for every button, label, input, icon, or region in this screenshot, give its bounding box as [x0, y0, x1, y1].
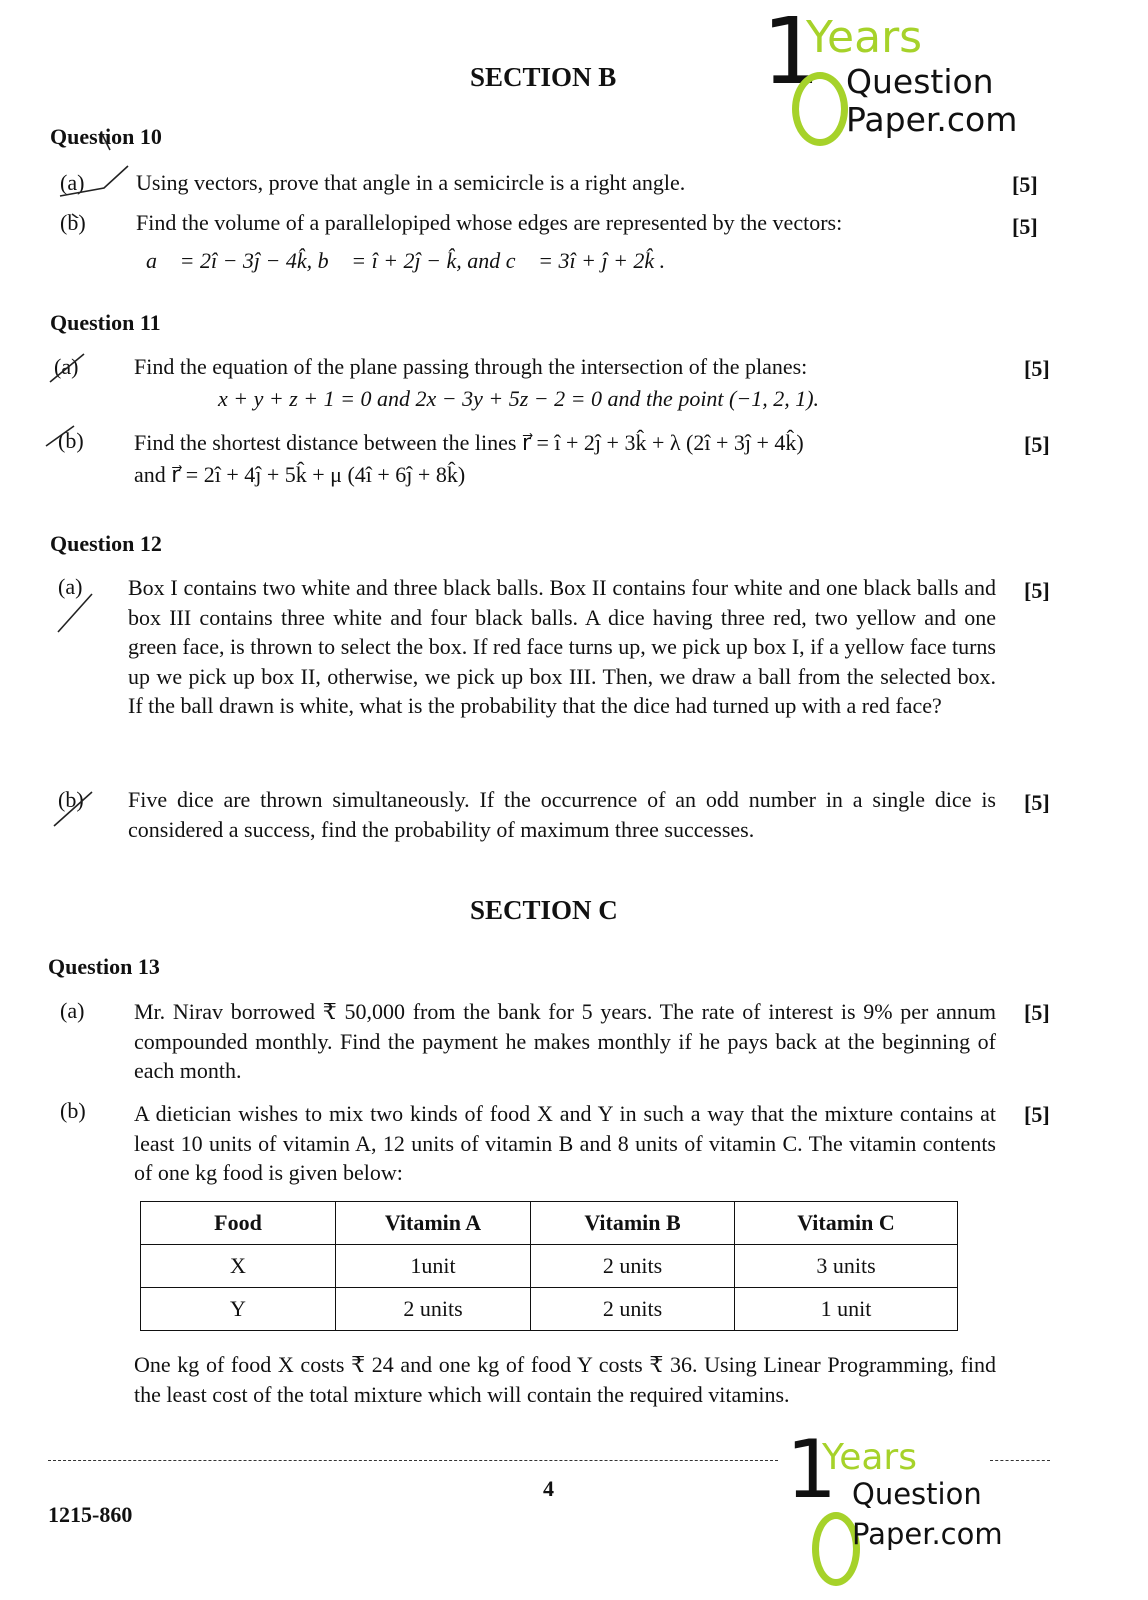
- q12a-marks: [5]: [1024, 578, 1050, 603]
- logo-years: Years: [806, 12, 923, 63]
- q13a-marks: [5]: [1024, 1000, 1050, 1025]
- q13b-text: A dietician wishes to mix two kinds of food X and Y in such a way that the mixture contains at least 10 units of vitamin A, 12 units of vitamin B and 8 units of vitamin C. The vitamin contents of one kg food is given below:: [134, 1101, 996, 1186]
- q12b-text: Five dice are thrown simultaneously. If the occurrence of an odd number in a single dice is considered a success, find the probability of maximum three successes.: [128, 787, 996, 842]
- table-cell: Y: [141, 1288, 336, 1331]
- site-logo-bottom: [786, 1423, 1016, 1592]
- q13a-text: Mr. Nirav borrowed ₹ 50,000 from the bank for 5 years. The rate of interest is 9% per annum compounded monthly. Find the payment he makes monthly if he pays back at the beginning of each month.: [134, 999, 996, 1084]
- table-header-cell: Vitamin A: [336, 1202, 531, 1245]
- table-cell: 2 units: [531, 1245, 735, 1288]
- logo-years: Years: [822, 1437, 917, 1478]
- site-logo-top: [762, 0, 1042, 140]
- table-header-cell: Vitamin B: [531, 1202, 735, 1245]
- q11a-label: (a): [54, 354, 79, 379]
- q11a-marks: [5]: [1024, 356, 1050, 381]
- q11b-label: (b): [58, 428, 84, 453]
- q12a-label: (a): [58, 574, 83, 599]
- q12b-marks: [5]: [1024, 790, 1050, 815]
- q11b-line2: and r⃗ = 2î + 4ĵ + 5k̂ + μ (4î + 6ĵ + 8k̂): [134, 462, 466, 487]
- table-cell: 2 units: [336, 1288, 531, 1331]
- page-number: 4: [543, 1476, 554, 1501]
- logo-digit-one: 1: [786, 1423, 837, 1516]
- pen-scribble: [52, 560, 122, 840]
- q13b-marks: [5]: [1024, 1102, 1050, 1127]
- pen-scribble: [40, 340, 110, 450]
- logo-paper: Paper.com: [852, 1517, 1003, 1551]
- table-cell: 1unit: [336, 1245, 531, 1288]
- q10b-label: (b): [60, 210, 86, 235]
- question-12-heading: Question 12: [50, 531, 162, 556]
- q10b-marks: [5]: [1012, 214, 1038, 239]
- q13b-label: (b): [60, 1098, 86, 1123]
- logo-digit-one: 1: [762, 0, 821, 105]
- q10b-vectors: a⃗ = 2î − 3ĵ − 4k̂, b⃗ = î + 2ĵ − k̂, and c⃗ = 3î + ĵ + 2k̂ .: [146, 248, 666, 273]
- q10b-text: Find the volume of a parallelopiped whose edges are represented by the vectors:: [136, 210, 843, 235]
- q12b-label: (b): [58, 787, 84, 812]
- table-row: [141, 1245, 958, 1288]
- q10a-label: (a): [60, 170, 85, 195]
- logo-paper: Paper.com: [846, 100, 1018, 139]
- section-b-title: SECTION B: [470, 62, 617, 92]
- footer-divider-left: [48, 1460, 778, 1461]
- table-cell: 2 units: [531, 1288, 735, 1331]
- q10a-marks: [5]: [1012, 172, 1038, 197]
- vitamin-table: [140, 1201, 958, 1331]
- table-header-row: [141, 1202, 958, 1245]
- section-c-title: SECTION C: [470, 895, 618, 925]
- logo-question: Question: [846, 62, 994, 101]
- logo-question: Question: [852, 1477, 982, 1511]
- q13a-label: (a): [60, 998, 85, 1023]
- table-cell: X: [141, 1245, 336, 1288]
- table-header-cell: Food: [141, 1202, 336, 1245]
- q10a-text: Using vectors, prove that angle in a semicircle is a right angle.: [136, 170, 686, 195]
- question-13-heading: Question 13: [48, 954, 160, 979]
- question-11-heading: Question 11: [50, 310, 161, 335]
- table-row: [141, 1288, 958, 1331]
- table-header-cell: Vitamin C: [735, 1202, 958, 1245]
- paper-code: 1215-860: [48, 1502, 133, 1527]
- q11a-equations: x + y + z + 1 = 0 and 2x − 3y + 5z − 2 = 0 and the point (−1, 2, 1).: [218, 386, 820, 411]
- q13b-after-text: One kg of food X costs ₹ 24 and one kg of food Y costs ₹ 36. Using Linear Programming, find the least cost of the total mixture which will contain the required vitamins.: [134, 1352, 996, 1407]
- question-10-heading: Question 10: [50, 124, 162, 149]
- q11b-marks: [5]: [1024, 432, 1050, 457]
- logo-digit-zero: [792, 72, 848, 146]
- q11b-text: Find the shortest distance between the lines r⃗ = î + 2ĵ + 3k̂ + λ (2î + 3ĵ + 4k̂): [134, 430, 804, 455]
- pen-scribble: [52, 128, 142, 218]
- table-cell: 1 unit: [735, 1288, 958, 1331]
- table-cell: 3 units: [735, 1245, 958, 1288]
- q11a-text: Find the equation of the plane passing through the intersection of the planes:: [134, 354, 808, 379]
- q12a-text: Box I contains two white and three black balls. Box II contains four white and one black balls and box III contains three white and four black balls. A dice having three red, two yellow and one green face, is thrown to select the box. If red face turns up, we pick up box I, if a yellow face turns up we pick up box II, otherwise, we pick up box III. Then, we draw a ball from the selected box. If the ball drawn is white, what is the probability that the dice had turned up with a red face?: [128, 575, 996, 719]
